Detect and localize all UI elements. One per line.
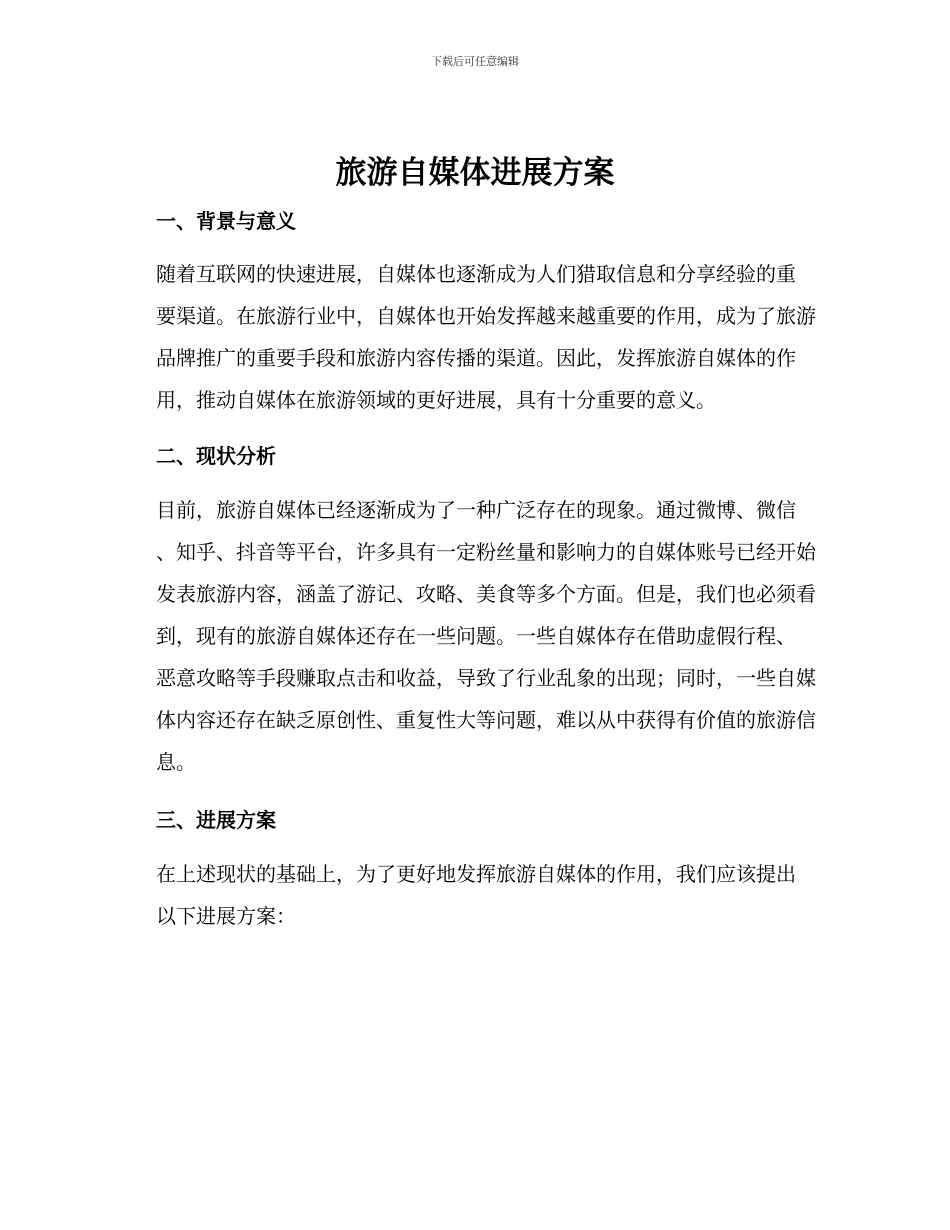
paragraph-line: 在上述现状的基础上，为了更好地发挥旅游自媒体的作用，我们应该提出 [156, 862, 796, 886]
section-heading-status-analysis: 二、现状分析 [156, 444, 276, 468]
paragraph-line: 发表旅游内容，涵盖了游记、攻略、美食等多个方面。但是，我们也必须看 [156, 582, 816, 606]
document-title: 旅游自媒体进展方案 [335, 155, 615, 191]
paragraph-background [112, 253, 830, 421]
paragraph-development-plan [112, 853, 830, 937]
paragraph-line: 用，推动自媒体在旅游领域的更好进展，具有十分重要的意义。 [156, 388, 716, 412]
paragraph-line: 体内容还存在缺乏原创性、重复性大等问题，难以从中获得有价值的旅游信 [156, 708, 816, 732]
paragraph-line: 目前，旅游自媒体已经逐渐成为了一种广泛存在的现象。通过微博、微信 [156, 498, 796, 522]
section-heading-background: 一、背景与意义 [156, 209, 296, 233]
paragraph-line: 、知乎、抖音等平台，许多具有一定粉丝量和影响力的自媒体账号已经开始 [156, 540, 816, 564]
paragraph-line: 随着互联网的快速进展，自媒体也逐渐成为人们猎取信息和分享经验的重 [156, 262, 796, 286]
paragraph-line: 到，现有的旅游自媒体还存在一些问题。一些自媒体存在借助虚假行程、 [156, 624, 796, 648]
paragraph-line: 以下进展方案： [156, 904, 296, 928]
section-heading-development-plan: 三、进展方案 [156, 808, 276, 832]
paragraph-line: 要渠道。在旅游行业中，自媒体也开始发挥越来越重要的作用，成为了旅游 [156, 304, 816, 328]
paragraph-line: 息。 [156, 750, 196, 774]
paragraph-line: 恶意攻略等手段赚取点击和收益，导致了行业乱象的出现；同时，一些自媒 [156, 666, 816, 690]
paragraph-line: 品牌推广的重要手段和旅游内容传播的渠道。因此，发挥旅游自媒体的作 [156, 346, 796, 370]
paragraph-status-analysis [112, 489, 830, 783]
page-header-note: 下载后可任意编辑 [431, 55, 519, 68]
